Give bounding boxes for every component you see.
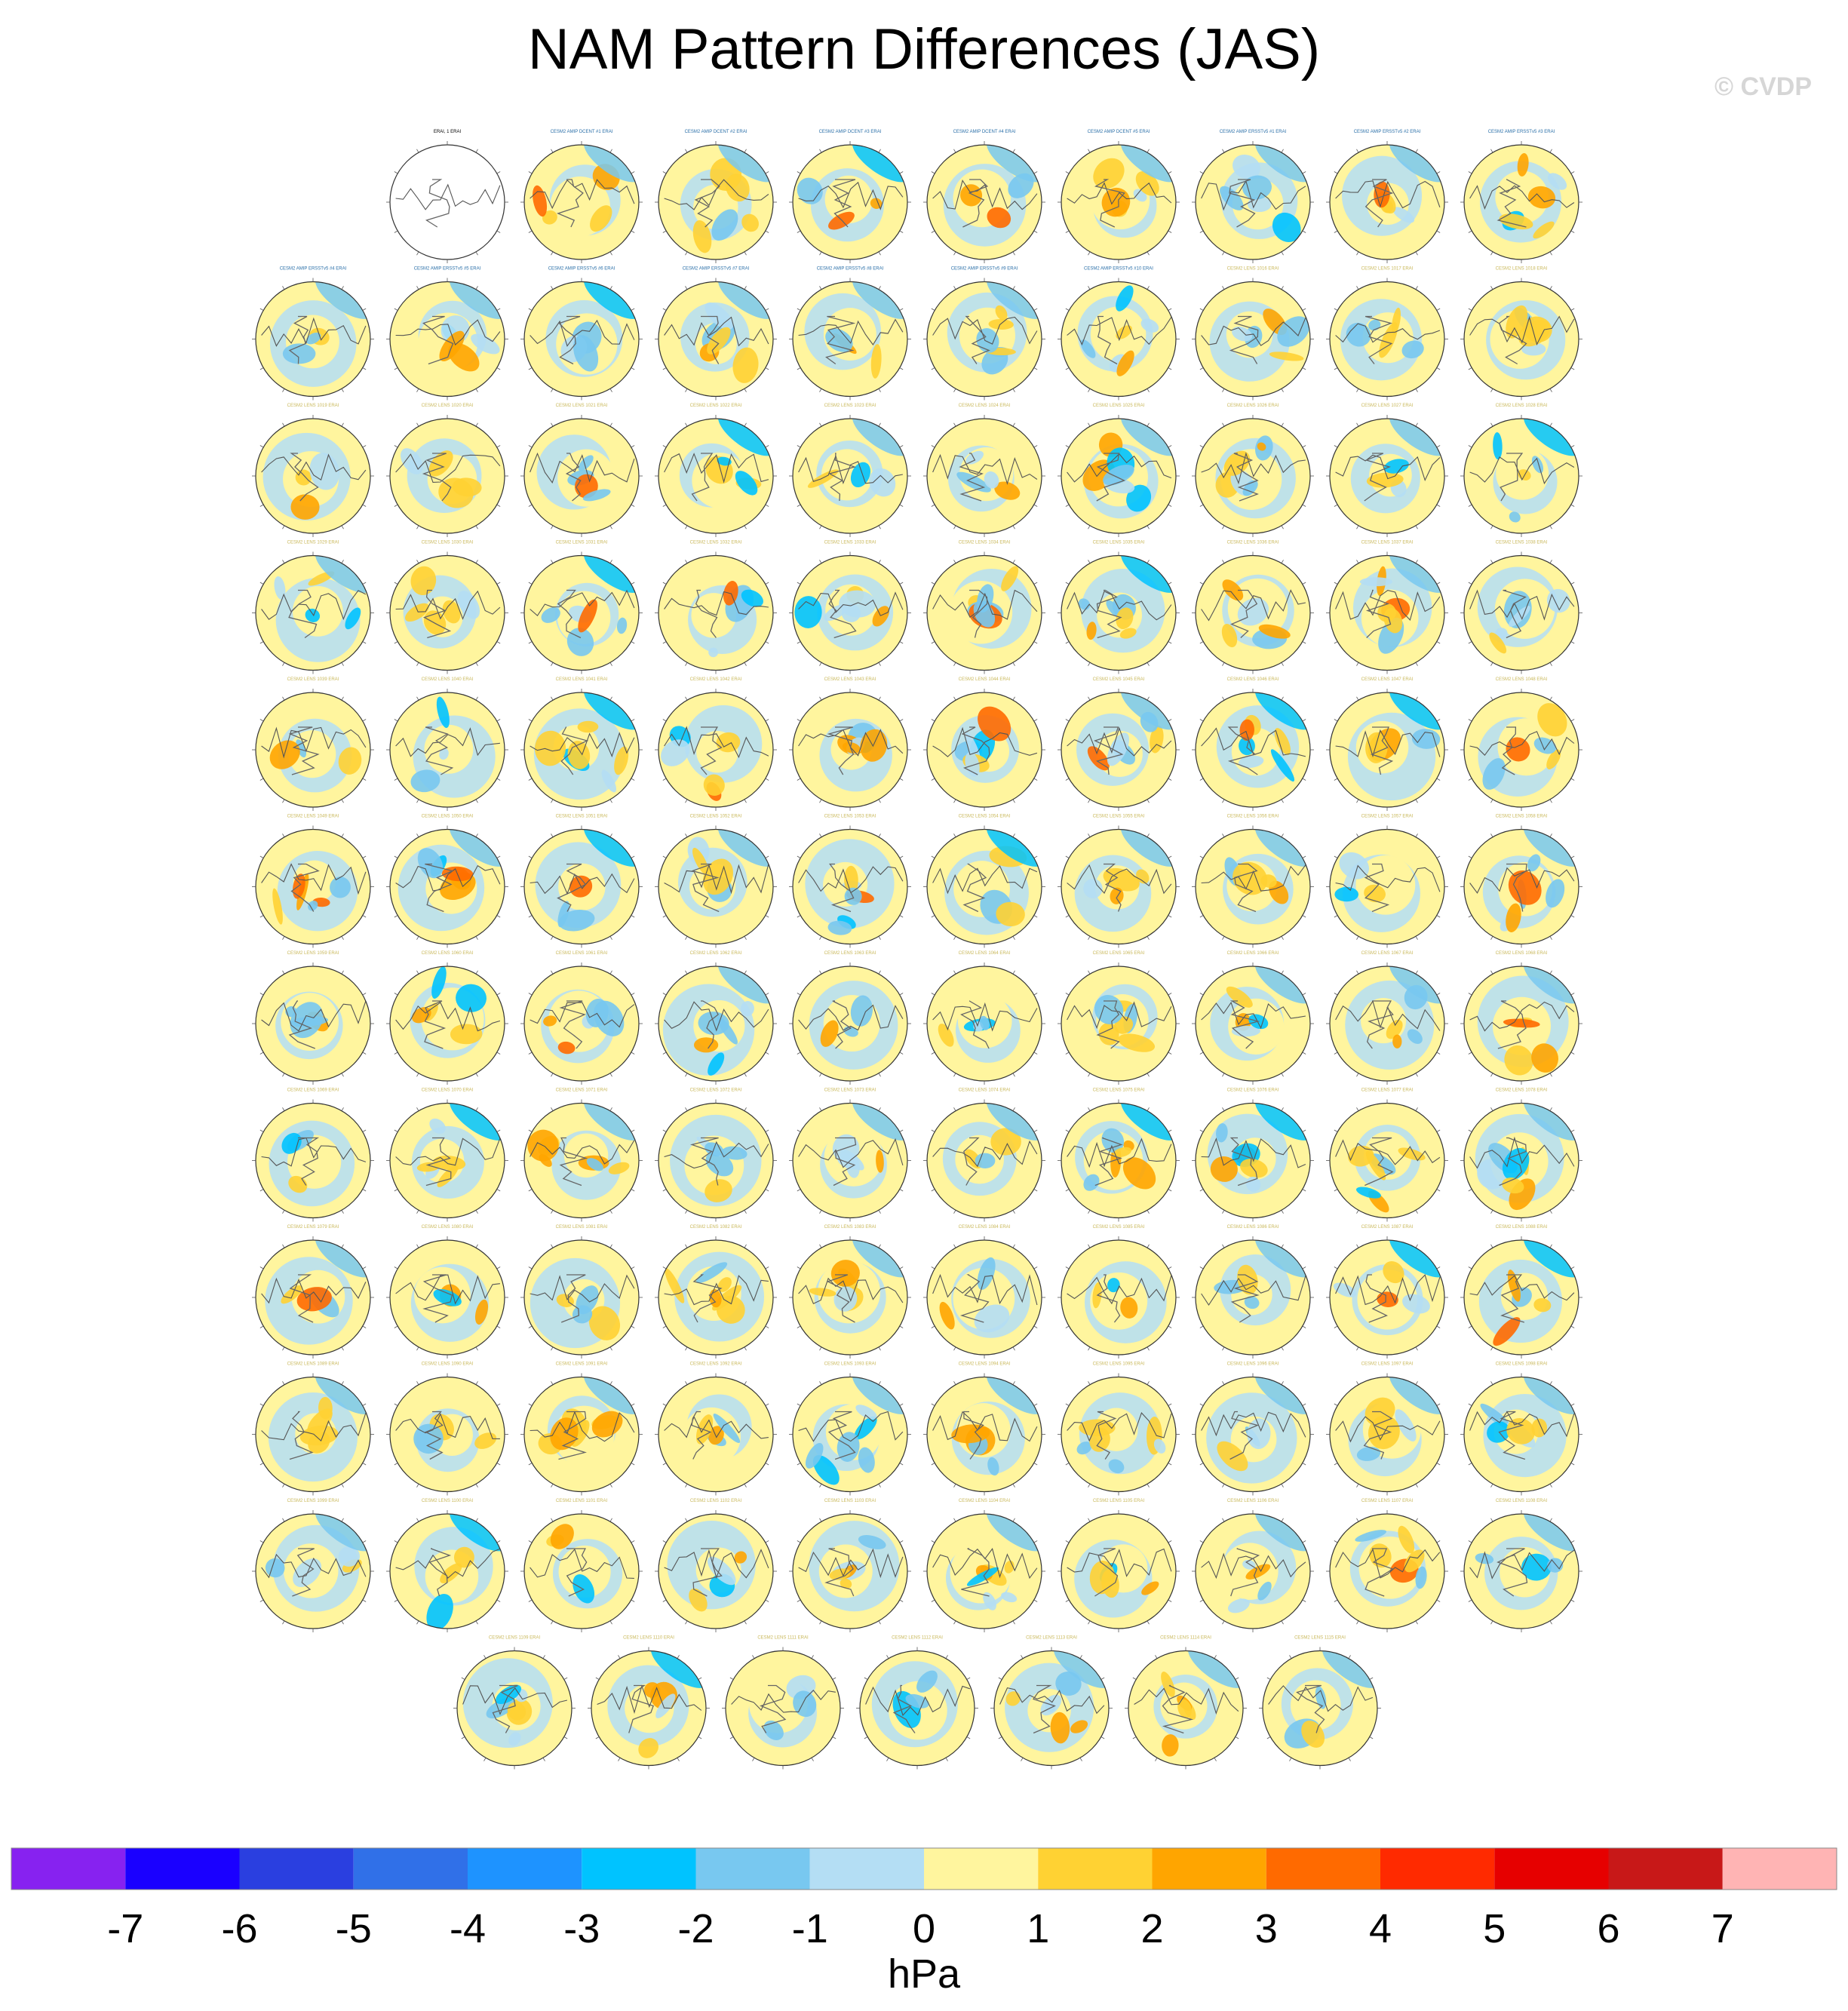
panel-map [1326, 815, 1448, 948]
panel-map [1326, 1499, 1448, 1632]
panel-title: CESM2 LENS 1037 ERAI [1361, 540, 1414, 545]
panel-map [1058, 267, 1180, 401]
panel-map [1058, 539, 1186, 674]
panel-map [789, 1223, 918, 1359]
panel-title: CESM2 LENS 1072 ERAI [689, 1088, 742, 1093]
panel-title: CESM2 LENS 1046 ERAI [1226, 677, 1279, 682]
panel-title: CESM2 LENS 1105 ERAI [1092, 1499, 1145, 1503]
colorbar-tick-label: 1 [1027, 1906, 1050, 1951]
panel-map [1058, 1499, 1180, 1632]
colorbar-box [1494, 1848, 1608, 1890]
panel-map [520, 1225, 643, 1359]
panel-title: CESM2 AMIP ERSSTv5 #1 ERAI [1219, 130, 1287, 134]
panel-map [923, 1497, 1052, 1632]
panel-map [789, 951, 911, 1085]
colorbar-box [354, 1848, 468, 1890]
panel-title: CESM2 LENS 1029 ERAI [287, 540, 339, 545]
panel-map [1192, 541, 1314, 674]
panel-title: CESM2 LENS 1027 ERAI [1361, 404, 1414, 408]
panel-title: CESM2 LENS 1060 ERAI [421, 951, 474, 956]
panel-title: CESM2 LENS 1049 ERAI [287, 814, 339, 819]
panel-title: CESM2 LENS 1035 ERAI [1092, 540, 1145, 545]
panel-title: CESM2 LENS 1090 ERAI [421, 1362, 474, 1367]
panel-title: CESM2 LENS 1025 ERAI [1092, 404, 1145, 408]
panel-map [520, 265, 649, 401]
panel-map [1125, 1634, 1254, 1770]
panel-map [1192, 404, 1314, 537]
panel-map [520, 812, 649, 948]
panel-title: CESM2 AMIP ERSSTv5 #5 ERAI [413, 266, 481, 272]
panel-title: CESM2 LENS 1084 ERAI [958, 1225, 1011, 1230]
colorbar-tick-label: -3 [563, 1906, 600, 1951]
panel-map [252, 951, 374, 1085]
panel-title: CESM2 AMIP DCENT #2 ERAI [684, 130, 747, 134]
panel-map [923, 677, 1045, 811]
panel-title: CESM2 LENS 1036 ERAI [1226, 540, 1279, 545]
panel-title: CESM2 LENS 1098 ERAI [1495, 1362, 1548, 1367]
panel-map [1058, 812, 1186, 948]
panel-title: CESM2 LENS 1063 ERAI [824, 951, 876, 956]
panel-map [386, 1362, 508, 1496]
panel-map [386, 130, 508, 263]
panel-map [252, 404, 374, 537]
panel-map [1326, 675, 1455, 811]
panel-map [1326, 949, 1455, 1085]
panel-map [252, 1360, 381, 1496]
panel-title: CESM2 LENS 1051 ERAI [555, 814, 608, 819]
colorbar-box [125, 1848, 239, 1890]
panel-title: CESM2 LENS 1062 ERAI [689, 951, 742, 956]
panel-title: CESM2 LENS 1044 ERAI [958, 677, 1011, 682]
panel-map [1460, 677, 1582, 811]
colorbar-tick-label: -5 [335, 1906, 372, 1951]
panel-map [520, 127, 649, 263]
panel-title: CESM2 LENS 1113 ERAI [1026, 1635, 1077, 1641]
panel-title: CESM2 LENS 1079 ERAI [287, 1225, 339, 1230]
panel-map [923, 812, 1052, 948]
panel-map [1460, 1223, 1589, 1359]
panel-title: CESM2 LENS 1075 ERAI [1092, 1088, 1145, 1093]
panel-map [1460, 267, 1582, 401]
colorbar-tick-label: -4 [449, 1906, 487, 1951]
panel-map [990, 1634, 1119, 1770]
colorbar-box [582, 1848, 695, 1890]
panel-title: CESM2 LENS 1064 ERAI [958, 951, 1011, 956]
panel-map [655, 1225, 777, 1359]
panel-title: CESM2 LENS 1050 ERAI [421, 814, 474, 819]
colorbar-box [1609, 1848, 1723, 1890]
panel-title: CESM2 LENS 1081 ERAI [555, 1225, 608, 1230]
panel-title: CESM2 LENS 1094 ERAI [958, 1362, 1011, 1367]
panel-map [1460, 541, 1582, 674]
panel-map [789, 677, 911, 811]
panel-map [1460, 401, 1589, 537]
panel-map [655, 949, 784, 1085]
panel-map [1192, 1223, 1321, 1359]
panel-title: CESM2 LENS 1016 ERAI [1226, 266, 1279, 272]
panel-map [1192, 267, 1315, 401]
panel-map [386, 1086, 515, 1222]
colorbar-tick-label: -7 [107, 1906, 144, 1951]
panel-title: CESM2 LENS 1057 ERAI [1361, 814, 1414, 819]
colorbar-box [1723, 1848, 1837, 1890]
panel-title: CESM2 AMIP DCENT #3 ERAI [818, 130, 882, 134]
panel-title: CESM2 LENS 1097 ERAI [1361, 1362, 1414, 1367]
panel-title: CESM2 LENS 1115 ERAI [1294, 1635, 1346, 1641]
panel-map [789, 401, 918, 537]
panel-title: CESM2 LENS 1093 ERAI [824, 1362, 876, 1367]
panel-title: CESM2 LENS 1066 ERAI [1226, 951, 1279, 956]
panel-title: CESM2 LENS 1107 ERAI [1361, 1499, 1414, 1503]
panel-title: CESM2 LENS 1074 ERAI [958, 1088, 1011, 1093]
panel-title: CESM2 LENS 1034 ERAI [958, 540, 1011, 545]
panel-title: CESM2 LENS 1067 ERAI [1361, 951, 1414, 956]
panel-title: CESM2 AMIP ERSSTv5 #10 ERAI [1084, 266, 1153, 272]
colorbar-tick-label: 7 [1711, 1906, 1734, 1951]
panel-map [1192, 1360, 1321, 1496]
panel-title: CESM2 LENS 1076 ERAI [1226, 1088, 1279, 1093]
colorbar-tick-label: -2 [677, 1906, 714, 1951]
panel-map [789, 265, 918, 401]
panel-title: CESM2 LENS 1031 ERAI [555, 540, 608, 545]
panel-title: CESM2 LENS 1039 ERAI [287, 677, 339, 682]
panel-title: CESM2 LENS 1083 ERAI [824, 1225, 876, 1230]
panel-title: CESM2 LENS 1040 ERAI [421, 677, 474, 682]
panel-map [1058, 1225, 1180, 1359]
colorbar-tick-label: 2 [1140, 1906, 1164, 1951]
panel-map [453, 1636, 576, 1770]
panel-map [1058, 951, 1180, 1085]
panel-map [655, 677, 777, 811]
colorbar-tick-label: -1 [791, 1906, 828, 1951]
panel-title: CESM2 LENS 1082 ERAI [689, 1225, 742, 1230]
panel-title: CESM2 LENS 1048 ERAI [1495, 677, 1548, 682]
panel-map [520, 539, 649, 674]
panel-map [252, 265, 381, 401]
panel-map [386, 812, 515, 948]
panel-map [1326, 1360, 1455, 1496]
panel-map [520, 1086, 649, 1222]
panel-map [1259, 1634, 1388, 1770]
panel-map [789, 127, 918, 263]
panel-map [655, 401, 784, 537]
panel-title: CESM2 LENS 1038 ERAI [1495, 540, 1548, 545]
colorbar-box [1038, 1848, 1152, 1890]
panel-title: CESM2 AMIP ERSSTv5 #7 ERAI [682, 266, 750, 272]
panel-map [1058, 127, 1186, 263]
panel-title: CESM2 AMIP ERSSTv5 #4 ERAI [279, 266, 347, 272]
panel-map [655, 1362, 777, 1496]
panel-title: CESM2 AMIP DCENT #4 ERAI [953, 130, 1016, 134]
panel-title: CESM2 LENS 1047 ERAI [1361, 677, 1414, 682]
panel-map [1460, 949, 1589, 1085]
panel-title: CESM2 LENS 1019 ERAI [287, 404, 339, 408]
panel-title: CESM2 LENS 1091 ERAI [555, 1362, 608, 1367]
colorbar-boxes [11, 1848, 1837, 1890]
panel-map [789, 1086, 918, 1222]
panel-title: CESM2 LENS 1054 ERAI [958, 814, 1011, 819]
colorbar-box [240, 1848, 354, 1890]
colorbar-box [1266, 1848, 1380, 1890]
panel-title: CESM2 AMIP ERSSTv5 #6 ERAI [548, 266, 615, 272]
panel-map [520, 1360, 649, 1496]
panel-map [252, 1497, 381, 1632]
panel-map [856, 1636, 978, 1770]
panel-map [655, 541, 777, 674]
panel-title: CESM2 LENS 1111 ERAI [757, 1635, 809, 1641]
panel-title: CESM2 LENS 1100 ERAI [421, 1499, 474, 1503]
panel-title: CESM2 LENS 1061 ERAI [555, 951, 608, 956]
panel-title: CESM2 LENS 1086 ERAI [1226, 1225, 1279, 1230]
colorbar-box [1153, 1848, 1266, 1890]
panel-title: ERAI, 1 ERAI [433, 130, 462, 134]
panel-title: CESM2 LENS 1045 ERAI [1092, 677, 1145, 682]
panel-map [923, 404, 1045, 537]
panel-title: CESM2 LENS 1088 ERAI [1495, 1225, 1548, 1230]
panel-map [588, 1634, 717, 1770]
panel-map [252, 677, 374, 811]
panel-map [655, 812, 784, 948]
colorbar-box [810, 1848, 924, 1890]
panel-map [520, 951, 643, 1085]
panel-map [386, 541, 508, 674]
panel-map [1460, 130, 1582, 263]
panel-title: CESM2 LENS 1055 ERAI [1092, 814, 1145, 819]
panel-title: CESM2 LENS 1077 ERAI [1361, 1088, 1414, 1093]
colorbar-tick-label: 4 [1368, 1906, 1392, 1951]
panel-map [1460, 1360, 1589, 1496]
panel-map [1326, 1223, 1455, 1359]
panel-title: CESM2 AMIP ERSSTv5 #9 ERAI [950, 266, 1018, 272]
colorbar-box [696, 1848, 810, 1890]
panel-map [923, 1360, 1052, 1496]
panel-map [789, 1360, 918, 1496]
panel-map [722, 1636, 844, 1770]
panel-title: CESM2 LENS 1114 ERAI [1160, 1635, 1211, 1641]
panel-title: CESM2 LENS 1024 ERAI [958, 404, 1011, 408]
panel-map [1058, 401, 1186, 537]
panel-title: CESM2 LENS 1102 ERAI [689, 1499, 742, 1503]
panel-title: CESM2 LENS 1026 ERAI [1226, 404, 1279, 408]
panel-title: CESM2 LENS 1053 ERAI [824, 814, 876, 819]
panel-title: CESM2 LENS 1089 ERAI [287, 1362, 339, 1367]
panel-map [386, 265, 515, 401]
panel-map [655, 265, 784, 401]
panel-title: CESM2 LENS 1052 ERAI [689, 814, 742, 819]
panel-map [1058, 675, 1186, 811]
panel-map [655, 1088, 777, 1222]
panel-title: CESM2 LENS 1108 ERAI [1495, 1499, 1548, 1503]
panel-map [1326, 1088, 1448, 1222]
panel-map [1460, 812, 1589, 948]
panel-map [655, 1499, 777, 1632]
panel-title: CESM2 AMIP ERSSTv5 #8 ERAI [816, 266, 884, 272]
panel-map [1326, 267, 1448, 401]
panel-title: CESM2 LENS 1056 ERAI [1226, 814, 1279, 819]
panel-title: CESM2 LENS 1058 ERAI [1495, 814, 1548, 819]
panel-map [386, 951, 508, 1085]
panel-title: CESM2 LENS 1085 ERAI [1092, 1225, 1145, 1230]
panel-title: CESM2 LENS 1017 ERAI [1361, 266, 1414, 272]
colorbar-box [468, 1848, 582, 1890]
panel-title: CESM2 AMIP DCENT #5 ERAI [1087, 130, 1150, 134]
panel-map [1460, 1086, 1589, 1222]
panel-map [923, 127, 1052, 263]
panel-title: CESM2 LENS 1106 ERAI [1226, 1499, 1279, 1503]
panel-title: CESM2 LENS 1095 ERAI [1092, 1362, 1145, 1367]
colorbar-tick-label: 3 [1254, 1906, 1278, 1951]
panel-map [1326, 539, 1455, 674]
panel-title: CESM2 LENS 1018 ERAI [1495, 266, 1548, 272]
panel-map [386, 1497, 515, 1635]
panel-map [386, 1225, 508, 1359]
panel-map [1326, 401, 1455, 537]
panel-map [252, 539, 381, 674]
panel-map [1192, 675, 1321, 811]
panel-map [1058, 1086, 1186, 1222]
panel-title: CESM2 AMIP DCENT #1 ERAI [550, 130, 613, 134]
panel-title: CESM2 LENS 1030 ERAI [421, 540, 474, 545]
colorbar-box [1380, 1848, 1494, 1890]
panel-map [520, 1499, 643, 1632]
panel-title: CESM2 LENS 1022 ERAI [689, 404, 742, 408]
panel-title: CESM2 LENS 1042 ERAI [689, 677, 742, 682]
panel-title: CESM2 AMIP ERSSTv5 #2 ERAI [1353, 130, 1421, 134]
panel-map [252, 1223, 381, 1359]
credit-label: © CVDP [1714, 72, 1812, 101]
colorbar-tick-label: -6 [221, 1906, 258, 1951]
panel-title: CESM2 LENS 1110 ERAI [623, 1635, 674, 1641]
panel-map [1192, 1086, 1321, 1222]
panel-map [252, 815, 374, 948]
panel-map [1326, 127, 1455, 263]
panel-map [655, 127, 784, 263]
panel-map [789, 541, 911, 674]
panel-title: CESM2 LENS 1092 ERAI [689, 1362, 742, 1367]
panel-map [923, 951, 1045, 1085]
panel-title: CESM2 AMIP ERSSTv5 #3 ERAI [1487, 130, 1555, 134]
panel-map [386, 404, 508, 537]
panel-map [789, 815, 911, 948]
panel-title: CESM2 LENS 1028 ERAI [1495, 404, 1548, 408]
panel-map [923, 1086, 1052, 1222]
panel-title: CESM2 LENS 1073 ERAI [824, 1088, 876, 1093]
panel-title: CESM2 LENS 1032 ERAI [689, 540, 742, 545]
panel-title: CESM2 LENS 1041 ERAI [555, 677, 608, 682]
panel-map [923, 265, 1052, 401]
panel-title: CESM2 LENS 1087 ERAI [1361, 1225, 1414, 1230]
panel-map [1058, 1362, 1180, 1496]
panel-map [1192, 127, 1321, 263]
panel-title: CESM2 LENS 1043 ERAI [824, 677, 876, 682]
colorbar-box [11, 1848, 125, 1890]
panel-title: CESM2 LENS 1065 ERAI [1092, 951, 1145, 956]
panel-map [1192, 949, 1321, 1085]
panel-map [520, 675, 649, 811]
colorbar-tick-labels [107, 1906, 1734, 1951]
panel-title: CESM2 LENS 1080 ERAI [421, 1225, 474, 1230]
panel-title: CESM2 LENS 1069 ERAI [287, 1088, 339, 1093]
colorbar-tick-label: 6 [1597, 1906, 1620, 1951]
panel-map [923, 1225, 1045, 1359]
panel-map [520, 404, 643, 537]
panel-title: CESM2 LENS 1020 ERAI [421, 404, 474, 408]
panel-title: CESM2 LENS 1099 ERAI [287, 1499, 339, 1503]
panel-title: CESM2 LENS 1109 ERAI [488, 1635, 541, 1641]
panel-title: CESM2 LENS 1104 ERAI [958, 1499, 1011, 1503]
panel-title: CESM2 LENS 1021 ERAI [555, 404, 608, 408]
chart-title: NAM Pattern Differences (JAS) [527, 17, 1321, 81]
panel-map [252, 1088, 374, 1222]
panel-title: CESM2 LENS 1070 ERAI [421, 1088, 474, 1093]
panel-title: CESM2 LENS 1071 ERAI [555, 1088, 608, 1093]
panel-title: CESM2 LENS 1033 ERAI [824, 540, 876, 545]
panel-map [386, 677, 508, 811]
panel-title: CESM2 LENS 1101 ERAI [555, 1499, 608, 1503]
panel-map [1192, 812, 1321, 948]
panel-title: CESM2 LENS 1068 ERAI [1495, 951, 1548, 956]
panel-title: CESM2 LENS 1078 ERAI [1495, 1088, 1548, 1093]
colorbar-outline [11, 1848, 1837, 1890]
panel-map [923, 541, 1045, 674]
colorbar-box [924, 1848, 1038, 1890]
colorbar-unit-label: hPa [887, 1951, 961, 1997]
panel-map [1460, 1497, 1589, 1632]
panel-title: CESM2 LENS 1023 ERAI [824, 404, 876, 408]
panel-title: CESM2 LENS 1103 ERAI [824, 1499, 876, 1503]
panel-title: CESM2 LENS 1096 ERAI [1226, 1362, 1279, 1367]
panel-title: CESM2 LENS 1059 ERAI [287, 951, 339, 956]
panel-title: CESM2 LENS 1112 ERAI [892, 1635, 943, 1641]
panel-map [789, 1499, 911, 1632]
panel-map [1192, 1497, 1321, 1632]
colorbar-tick-label: 5 [1483, 1906, 1506, 1951]
colorbar-tick-label: 0 [912, 1906, 936, 1951]
